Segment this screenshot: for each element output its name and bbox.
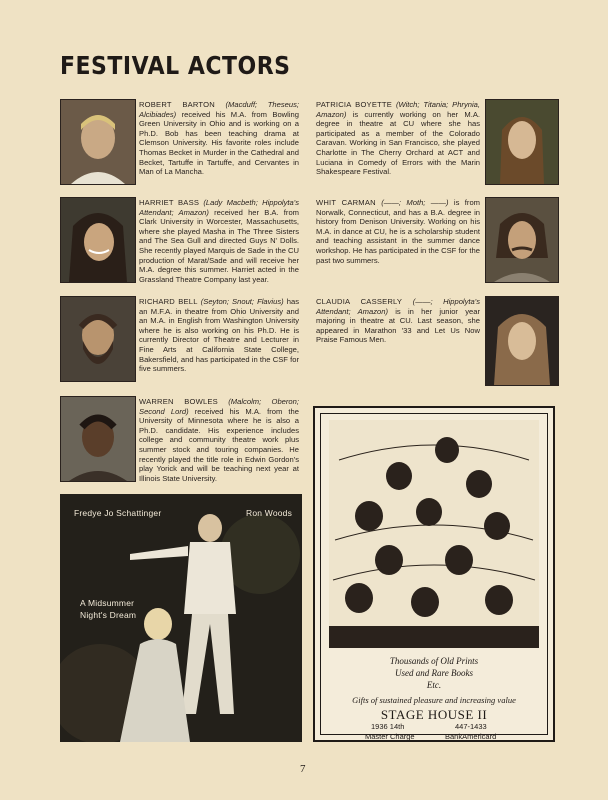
card-master-charge: Master Charge bbox=[365, 732, 415, 741]
actor-roles: (——; Hippolyta's Attendant; Amazon) bbox=[316, 297, 480, 316]
actor-roles: (Witch; Titania; Phrynia, Amazon) bbox=[316, 100, 480, 119]
play-title-line2: Night's Dream bbox=[80, 610, 137, 620]
store-address: 1936 14th bbox=[371, 722, 405, 731]
bio-whit-carman bbox=[316, 198, 480, 265]
page-title: FESTIVAL ACTORS bbox=[60, 52, 291, 81]
engraving-image bbox=[329, 420, 539, 648]
portrait-patricia-boyette bbox=[485, 99, 559, 185]
bio-claudia-casserly bbox=[316, 297, 480, 345]
portrait-claudia-casserly bbox=[485, 296, 559, 386]
bio-robert-barton bbox=[139, 100, 299, 177]
bio-patricia-boyette bbox=[316, 100, 480, 177]
ad-line-1: Thousands of Old Prints bbox=[389, 656, 479, 666]
actor-bio-text: received his M.A. from Bowling Green University in Ohio and is working on a Ph.D. Bob has been teaching drama at Clemson University. His favorite roles include Thomas Becket in Murder in the Cathedral and Becket, Tartuffe in Tartuffe, and Cervantes in Man of La Mancha. bbox=[139, 109, 299, 177]
portrait-warren-bowles bbox=[60, 396, 136, 482]
portrait-robert-barton bbox=[60, 99, 136, 185]
actor-name: ROBERT BARTON bbox=[139, 100, 215, 109]
ad-line-3: Etc. bbox=[426, 680, 442, 690]
actor-bio-text: is from Norwalk, Connecticut, and has a B.A. degree in history from Denison University. Working on his M.A. in dance at CU, he is a scholarship student and teaching assistant in the summer dance workshop. He has participated in the CSF for the past two summers. bbox=[316, 198, 480, 265]
actor-bio-text: received his M.A. from the University of Minnesota where he is also a Ph.D. candidate. His experience includes college and community theatre work plus summer stock and touring companies. He recently played the title role in Edwin Gordon's play Yorick and will be teaching next year at Illinois State University. bbox=[139, 406, 299, 483]
caption-left: Fredye Jo Schattinger bbox=[74, 508, 162, 518]
actor-roles: (Seyton; Snout; Flavius) bbox=[200, 297, 284, 306]
actor-name: RICHARD BELL bbox=[139, 297, 198, 306]
page-number: 7 bbox=[300, 763, 306, 775]
bio-richard-bell bbox=[139, 297, 299, 374]
production-photo bbox=[60, 494, 302, 742]
ad-engraving bbox=[329, 420, 539, 648]
actor-name: WHIT CARMAN bbox=[316, 198, 376, 207]
portrait-harriet-bass bbox=[60, 197, 136, 283]
caption-right: Ron Woods bbox=[246, 508, 293, 518]
actor-name: PATRICIA BOYETTE bbox=[316, 100, 393, 109]
store-phone: 447-1433 bbox=[455, 722, 487, 731]
store-name: STAGE HOUSE II bbox=[380, 707, 488, 722]
actor-name: WARREN BOWLES bbox=[139, 397, 218, 406]
ad-line-4: Gifts of sustained pleasure and increasing value bbox=[352, 695, 516, 705]
actor-bio-text: has an M.F.A. in theatre from Ohio University and an M.A. in English from Washington University where he is also working on his Ph.D. He is currently Director of Theatre and Lecturer in Fine Arts at California State College, Bakersfield, and has participated in the CSF for five summers. bbox=[139, 297, 299, 374]
bio-warren-bowles bbox=[139, 397, 299, 483]
actor-bio-text: is in her junior year majoring in theatre at CU. Last season, she appeared in Marathon '33 and Let Us Now Praise Famous Men. bbox=[316, 306, 480, 345]
portrait-richard-bell bbox=[60, 296, 136, 382]
actor-roles: (Lady Macbeth; Hippolyta's Attendant; Amazon) bbox=[139, 198, 299, 217]
portrait-whit-carman bbox=[485, 197, 559, 283]
bio-harriet-bass bbox=[139, 198, 299, 284]
actor-name: HARRIET BASS bbox=[139, 198, 200, 207]
actor-roles: (——; Moth; ——) bbox=[381, 198, 449, 207]
actor-roles: (Malcolm; Oberon; Second Lord) bbox=[139, 397, 299, 416]
ad-line-2: Used and Rare Books bbox=[395, 668, 473, 678]
actor-roles: (Macduff; Theseus; Alcibiades) bbox=[139, 100, 299, 119]
play-title-line1: A Midsummer bbox=[80, 598, 135, 608]
actor-name: CLAUDIA CASSERLY bbox=[316, 297, 403, 306]
actor-bio-text: received her B.A. from Clark University in Worcester, Massachusetts, where she played Masha in The Three Sisters and The Sea Gull and directed Guys N' Dolls. She recently played Marquis de Sade in the CU production of Marat/Sade and will receive her M.A. degree this summer. Harriet acted in the Grassland Theatre Company last year. bbox=[139, 207, 299, 284]
actor-bio-text: is currently working on her M.A. degree in theatre at CU where she has participated as a member of the Colorado Caravan. Working in San Francisco, she played Charlotte in The Cherry Orchard at ACT and Luciana in Comedy of Errors with the Marin Shakespeare Festival. bbox=[316, 109, 480, 177]
stage-house-ad bbox=[313, 406, 555, 742]
card-bankamericard: BankAmericard bbox=[445, 732, 497, 741]
